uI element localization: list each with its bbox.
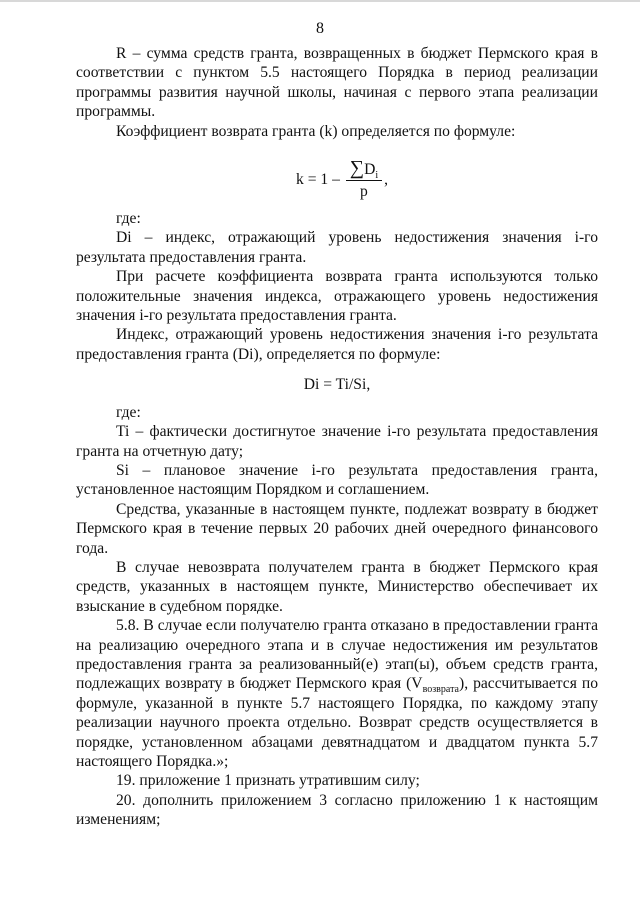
formula-k-denominator: p [360,183,368,201]
document-body [76,44,598,830]
sum-symbol: ∑ [349,157,365,180]
formula-k [76,143,598,201]
where-label-1: где: [116,210,141,228]
paragraph-item-19: 19. приложение 1 признать утратившим силу; [116,772,420,790]
paragraph-r-definition: R – сумма средств гранта, возвращенных в бюджет Пермского края в соответствии с пунктом 5.5 настоящего Порядка в период реализации программы развития научной школы, начиная с первого этапа реализации программы. [76,45,598,121]
paragraph-si-definition: Si – плановое значение i-го результата предоставления гранта, установленное настоящим Порядком и соглашением. [76,461,598,499]
page-number: 8 [316,20,324,37]
formula-k-numerator: D [364,161,376,179]
paragraph-k-intro: Коэффициент возврата гранта (k) определяется по формуле: [116,122,516,140]
paragraph-5-8 [76,616,598,771]
paragraph-positive-values: При расчете коэффициента возврата гранта используются только положительные значения индекса, отражающего уровень недостижения значения i-го результата предоставления гранта. [76,268,598,325]
formula-k-numerator-sub: i [375,170,379,182]
paragraph-di-definition: Di – индекс, отражающий уровень недостижения значения i-го результата предоставления гранта. [76,229,598,266]
paragraph-di-intro: Индекс, отражающий уровень недостижения значения i-го результата предоставления гранта (Di), определяется по формуле: [76,326,598,363]
v-return-subscript: возврата [422,684,459,696]
paragraph-item-20: 20. дополнить приложением 3 согласно приложению 1 к настоящим изменениям; [76,791,598,829]
where-label-2: где: [116,403,141,421]
paragraph-court-recovery: В случае невозврата получателем гранта в бюджет Пермского края средств, указанных в настоящем пункте, Министерство обеспечивает их взыскание в судебном порядке. [76,558,598,615]
page-top-border [0,0,640,2]
paragraph-5-8-part-b: ), рассчитывается по формуле, указанной в пункте 5.7 настоящего Порядка, по каждому этапу реализации научного проекта отдельно. Возврат средств осуществляется в порядке, установленном абзацами девятнадцатом и двадцатом пункта 5.7 настоящего Порядка.»; [76,675,599,770]
paragraph-ti-definition: Ti – фактически достигнутое значение i-го результата предоставления гранта на отчетную дату; [76,423,598,460]
paragraph-return-deadline: Средства, указанные в настоящем пункте, подлежат возврату в бюджет Пермского края в течение первых 20 рабочих дней очередного финансового года. [76,500,598,557]
formula-k-tail: , [384,171,389,189]
formula-k-fraction [346,159,382,202]
formula-k-lhs: k = 1 – [296,171,340,189]
paragraph-5-8-part-a: 5.8. В случае если получателю гранта отказано в предоставлении гранта на реализацию очередного этапа и в случае недостижения им результатов предоставления гранта за реализованный(е) этап(ы), объем средств гранта, подлежащих возврату в бюджет Пермского края (V [76,617,598,693]
formula-di: Di = Ti/Si, [303,376,371,394]
